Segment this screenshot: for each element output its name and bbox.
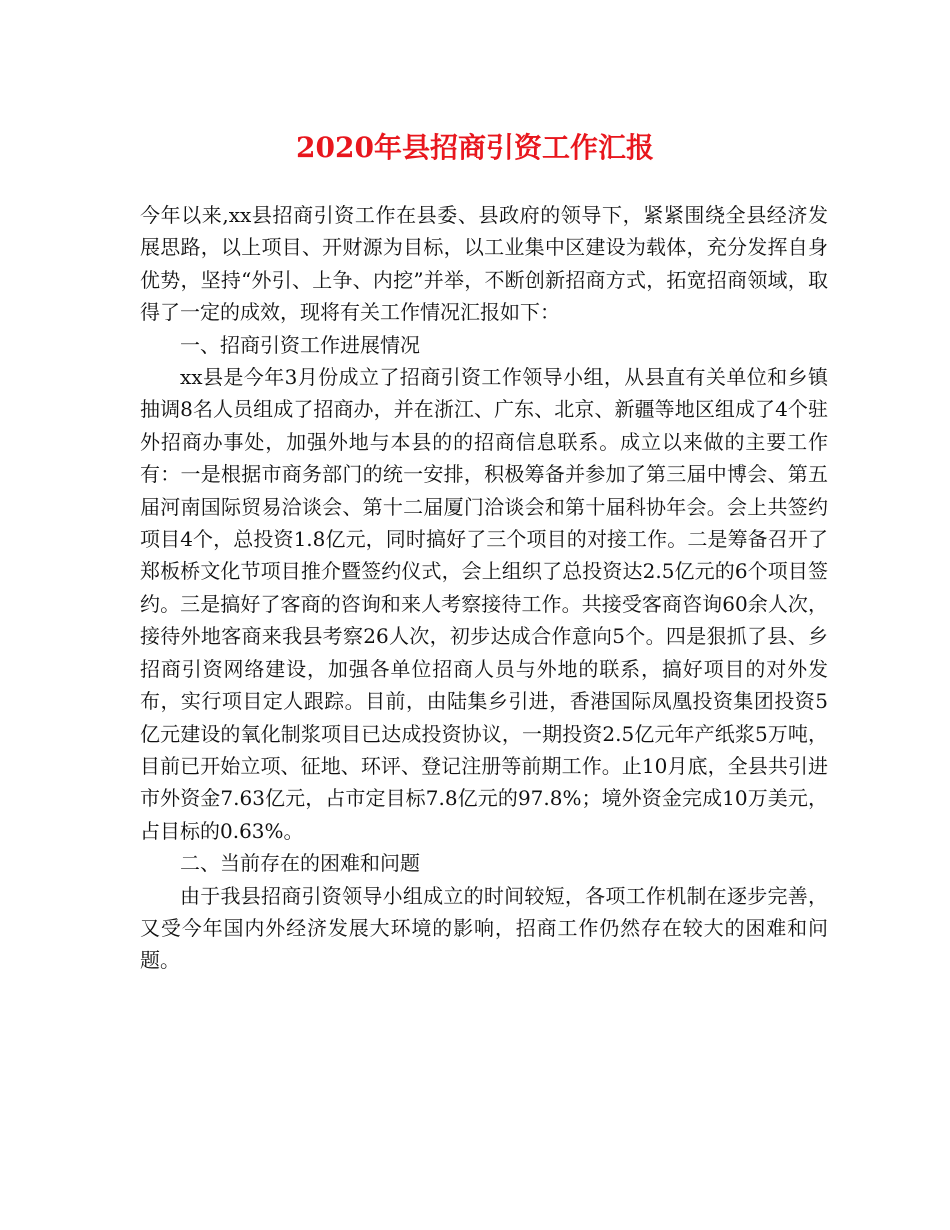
paragraph-intro: 今年以来,xx县招商引资工作在县委、县政府的领导下，紧紧围绕全县经济发展思路，以上项目、开财源为目标，以工业集中区建设为载体，充分发挥自身优势，坚持“外引、上争、内挖”并举，不断创新招商方式，拓宽招商领域，取得了一定的成效，现将有关工作情况汇报如下：: [140, 203, 828, 325]
paragraph-progress: xx县是今年3月份成立了招商引资工作领导小组，从县直有关单位和乡镇抽调8名人员组成了招商办，并在浙江、广东、北京、新疆等地区组成了4个驻外招商办事处，加强外地与本县的的招商信息联系。成立以来做的主要工作有：一是根据市商务部门的统一安排，积极筹备并参加了第三届中博会、第五届河南国际贸易洽谈会、第十二届厦门洽谈会和第十届科协年会。会上共签约项目4个，总投资1.8亿元，同时搞好了三个项目的对接工作。二是筹备召开了郑板桥文化节项目推介暨签约仪式，会上组织了总投资达2.5亿元的6个项目签约。三是搞好了客商的咨询和来人考察接待工作。共接受客商咨询60余人次，接待外地客商来我县考察26人次，初步达成合作意向5个。四是狠抓了县、乡招商引资网络建设，加强各单位招商人员与外地的联系，搞好项目的对外发布，实行项目定人跟踪。目前，由陆集乡引进，香港国际凤凰投资集团投资5亿元建设的氧化制浆项目已达成投资协议，一期投资2.5亿元年产纸浆5万吨，目前已开始立项、征地、环评、登记注册等前期工作。止10月底，全县共引进市外资金7.63亿元，占市定目标7.8亿元的97.8%；境外资金完成10万美元，占目标的0.63%。: [140, 365, 828, 843]
section-heading-problems: 二、当前存在的困难和问题: [180, 851, 420, 876]
document-body: [140, 199, 828, 977]
paragraph-problems: 由于我县招商引资领导小组成立的时间较短，各项工作机制在逐步完善，又受今年国内外经济发展大环境的影响，招商工作仍然存在较大的困难和问题。: [140, 883, 828, 973]
document-title: 2020年县招商引资工作汇报: [296, 131, 654, 164]
section-heading-progress: 一、招商引资工作进展情况: [180, 332, 420, 357]
